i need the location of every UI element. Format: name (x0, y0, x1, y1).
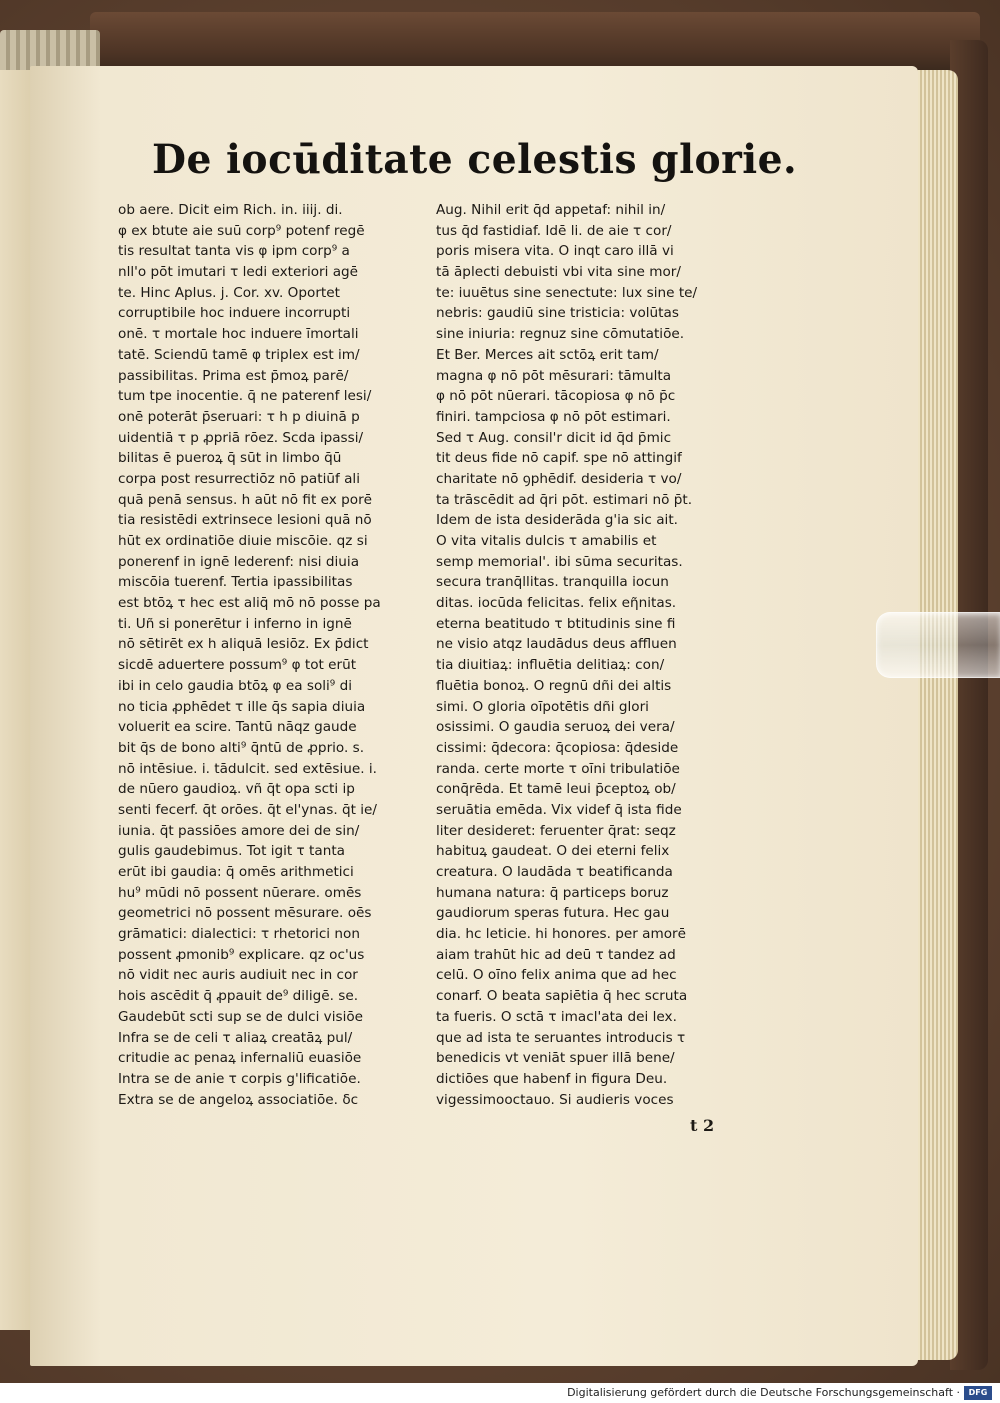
text-line: tit deus fide nō capif. spe nō attingif (436, 450, 682, 467)
text-line: magna φ nō pōt mēsurari: tāmulta (436, 367, 672, 384)
text-line: tia diuitiaꝝ: influētia delitiaꝝ: con/ (436, 657, 665, 674)
text-line: randa. certe morte τ oīni tribulatiōe (436, 760, 680, 777)
text-line: corpa post resurrectiōz nō patiūf ali (118, 470, 360, 487)
text-line: passibilitas. Prima est p̄moꝝ parē/ (118, 367, 349, 384)
text-line: Idem de ista desiderāda g'ia sic ait. (436, 512, 678, 529)
text-line: semp memorial'. ibi sūma securitas. (436, 553, 683, 570)
text-line: ne visio atqz laudādus deus affluen (436, 636, 677, 653)
text-line: ta fueris. O sctā τ imacl'ata dei lex. (436, 1008, 677, 1025)
text-line: Intra se de anie τ corpis g'lificatiōe. (118, 1070, 361, 1087)
text-line: seruātia emēda. Vix videf q̄ ista fide (436, 801, 682, 818)
text-line: simi. O gloria oīpotētis dñi glori (436, 698, 649, 715)
text-line: Sed τ Aug. consil'r dicit id q̄d p̄mic (436, 429, 672, 446)
text-line: senti fecerf. q̄t orōes. q̄t el'ynas. q̄t ie/ (118, 801, 377, 818)
text-line: erūt ibi gaudia: q̄ omēs arithmetici (118, 864, 354, 880)
text-column-right (436, 200, 752, 1110)
text-line: liter desideret: feruenter q̄rat: seqz (436, 822, 676, 839)
text-line: hūt ex ordinatiōe diuie miscōie. qz si (118, 533, 368, 549)
book-cover-top (90, 12, 980, 70)
dfg-logo-icon: DFG (964, 1386, 992, 1400)
text-line: φ nō pōt nūerari. tācopiosa φ nō p̄c (436, 388, 676, 405)
text-line: ibi in celo gaudia btōꝝ φ ea soli⁹ di (118, 677, 352, 694)
glass-page-clip (876, 612, 1000, 678)
text-line: fluētia bonoꝝ. O regnū dñi dei altis (436, 677, 672, 694)
text-line: no ticia ꝓphēdet τ ille q̄s sapia diuia (118, 698, 366, 715)
text-line: voluerit ea scire. Tantū nāqz gaude (118, 719, 357, 736)
text-line: humana natura: q̄ particeps boruz (436, 884, 669, 901)
footer-bar (0, 1383, 1000, 1403)
text-line: habituꝝ gaudeat. O dei eterni felix (436, 843, 670, 860)
text-line: bit q̄s de bono alti⁹ q̄ntū de ꝓprio. s. (118, 739, 365, 756)
text-line: ditas. iocūda felicitas. felix eῆnitas. (436, 595, 677, 612)
text-line: gaudiorum speras futura. Hec gau (436, 905, 670, 922)
text-line: tum tpe inocentie. q̄ ne paterenf lesi/ (118, 388, 372, 405)
text-line: cissimi: q̄decora: q̄copiosa: q̄deside (436, 739, 679, 756)
text-line: eterna beatitudo τ btitudinis sine fi (436, 615, 676, 632)
text-line: nō intēsiue. i. tādulcit. sed extēsiue. i. (118, 760, 377, 777)
footer-credit: Digitalisierung gefördert durch die Deutsche Forschungsgemeinschaft · (567, 1386, 960, 1399)
text-line: possent ꝓmonib⁹ explicare. qz oc'us (118, 946, 365, 963)
text-line: nebris: gaudiū sine tristicia: volūtas (436, 305, 679, 322)
text-line: Gaudebūt scti sup se de dulci visiōe (118, 1008, 364, 1025)
signature-mark: t 2 (690, 1116, 715, 1135)
text-line: vigessimooctauo. Si audieris voces (436, 1091, 674, 1108)
text-line: gulis gaudebimus. Tot igit τ tanta (118, 843, 345, 860)
text-line: celū. O oīno felix anima que ad hec (436, 967, 677, 984)
text-line: uidentiā τ p ꝓpriā rōez. Scda ipassi/ (118, 429, 364, 446)
text-line: nll'o pōt imutari τ ledi exteriori agē (118, 264, 359, 281)
text-line: aiam trahūt hic ad deū τ tandez ad (436, 946, 676, 963)
text-line: nō sētirēt ex h aliquā lesiōz. Ex p̄dict (118, 636, 369, 653)
text-line: critudie ac penaꝝ infernaliū euasiōe (118, 1050, 362, 1067)
text-line: ti. Uñ si ponerētur i inferno in ignē (118, 615, 352, 632)
text-line: miscōia tuerenf. Tertia ipassibilitas (118, 574, 353, 591)
text-line: Extra se de angeloꝝ associatiōe. δc (118, 1091, 359, 1108)
text-line: sicdē aduertere possum⁹ φ tot erūt (118, 657, 357, 674)
text-line: conq̄rēda. Et tamē leui p̄ceptoꝝ ob/ (436, 781, 676, 798)
text-line: tā āplecti debuisti vbi vita sine mor/ (436, 264, 681, 281)
text-line: Et Ber. Merces ait sctōꝝ erit tam/ (436, 346, 659, 363)
text-line: Infra se de celi τ aliaꝝ creatāꝝ pul/ (118, 1029, 353, 1046)
text-line: nō vidit nec auris audiuit nec in cor (118, 967, 358, 984)
text-line: creatura. O laudāda τ beatificanda (436, 864, 673, 880)
text-line: φ ex btute aie suū corp⁹ potenf regē (118, 222, 365, 239)
text-line: geometrici nō possent mēsurare. oēs (118, 905, 372, 922)
text-line: est btōꝝ τ hec est aliq̄ mō nō posse pa (118, 595, 381, 612)
text-line: quā penā sensus. h aūt nō fit ex porē (118, 491, 373, 508)
text-line: tatē. Sciendū tamē φ triplex est im/ (118, 346, 360, 363)
text-line: O vita vitalis dulcis τ amabilis et (436, 533, 657, 549)
text-line: sine iniuria: regnuz sine cōmutatiōe. (436, 326, 685, 343)
text-line: charitate nō ꝯphēdif. desideria τ vo/ (436, 470, 682, 487)
text-line: finiri. tampciosa φ nō pōt estimari. (436, 408, 671, 425)
text-line: que ad ista te seruantes introducis τ (436, 1029, 686, 1046)
text-line: bilitas ē pueroꝝ q̄ sūt in limbo q̄ū (118, 450, 342, 467)
text-line: conarf. O beata sapiētia q̄ hec scruta (436, 988, 688, 1005)
text-line: Aug. Nihil erit q̄d appetaf: nihil in/ (436, 202, 666, 218)
text-line: onē. τ mortale hoc induere īmortali (118, 326, 359, 343)
text-line: de nūero gaudioꝝ. vñ q̄t opa scti ip (118, 781, 355, 798)
text-line: osissimi. O gaudia seruoꝝ dei vera/ (436, 719, 675, 736)
text-line: hu⁹ mūdi nō possent nūerare. omēs (118, 884, 362, 901)
text-line: dia. hc leticie. hi honores. per amorē (436, 926, 686, 943)
text-line: te: iuuētus sine senectute: lux sine te/ (436, 284, 698, 301)
text-line: secura tranq̄llitas. tranquilla iocun (436, 574, 669, 591)
text-line: iunia. q̄t passiōes amore dei de sin/ (118, 822, 360, 839)
text-line: tis resultat tanta vis φ ipm corp⁹ a (118, 243, 350, 260)
text-column-left (118, 200, 430, 1110)
text-line: tus q̄d fastidiaf. Idē li. de aie τ cor/ (436, 222, 672, 239)
text-line: te. Hinc Aplus. j. Cor. xv. Oportet (118, 284, 340, 301)
text-line: benedicis vt veniāt spuer illā bene/ (436, 1050, 675, 1067)
text-line: grāmatici: dialectici: τ rhetorici non (118, 926, 360, 943)
text-line: poris misera vita. O inqt caro illā vi (436, 243, 674, 260)
text-line: corruptibile hoc induere incorrupti (118, 305, 351, 322)
text-line: hois ascēdit q̄ ꝓpauit de⁹ diligē. se. (118, 988, 359, 1005)
text-line: ta trāscēdit ad q̄ri pōt. estimari nō p̄t. (436, 491, 693, 508)
text-line: ob aere. Dicit eim Rich. in. iiij. di. (118, 202, 343, 218)
text-line: onē poterāt p̄seruari: τ h p diuinā p (118, 408, 360, 425)
text-line: tia resistēdi extrinsece lesioni quā nō (118, 512, 372, 529)
text-line: dictiōes que habenf in figura Deu. (436, 1070, 668, 1087)
text-line: ponerenf in ignē lederenf: nisi diuia (118, 553, 360, 570)
page-title: De iocūditate celestis glorie. (152, 136, 798, 183)
